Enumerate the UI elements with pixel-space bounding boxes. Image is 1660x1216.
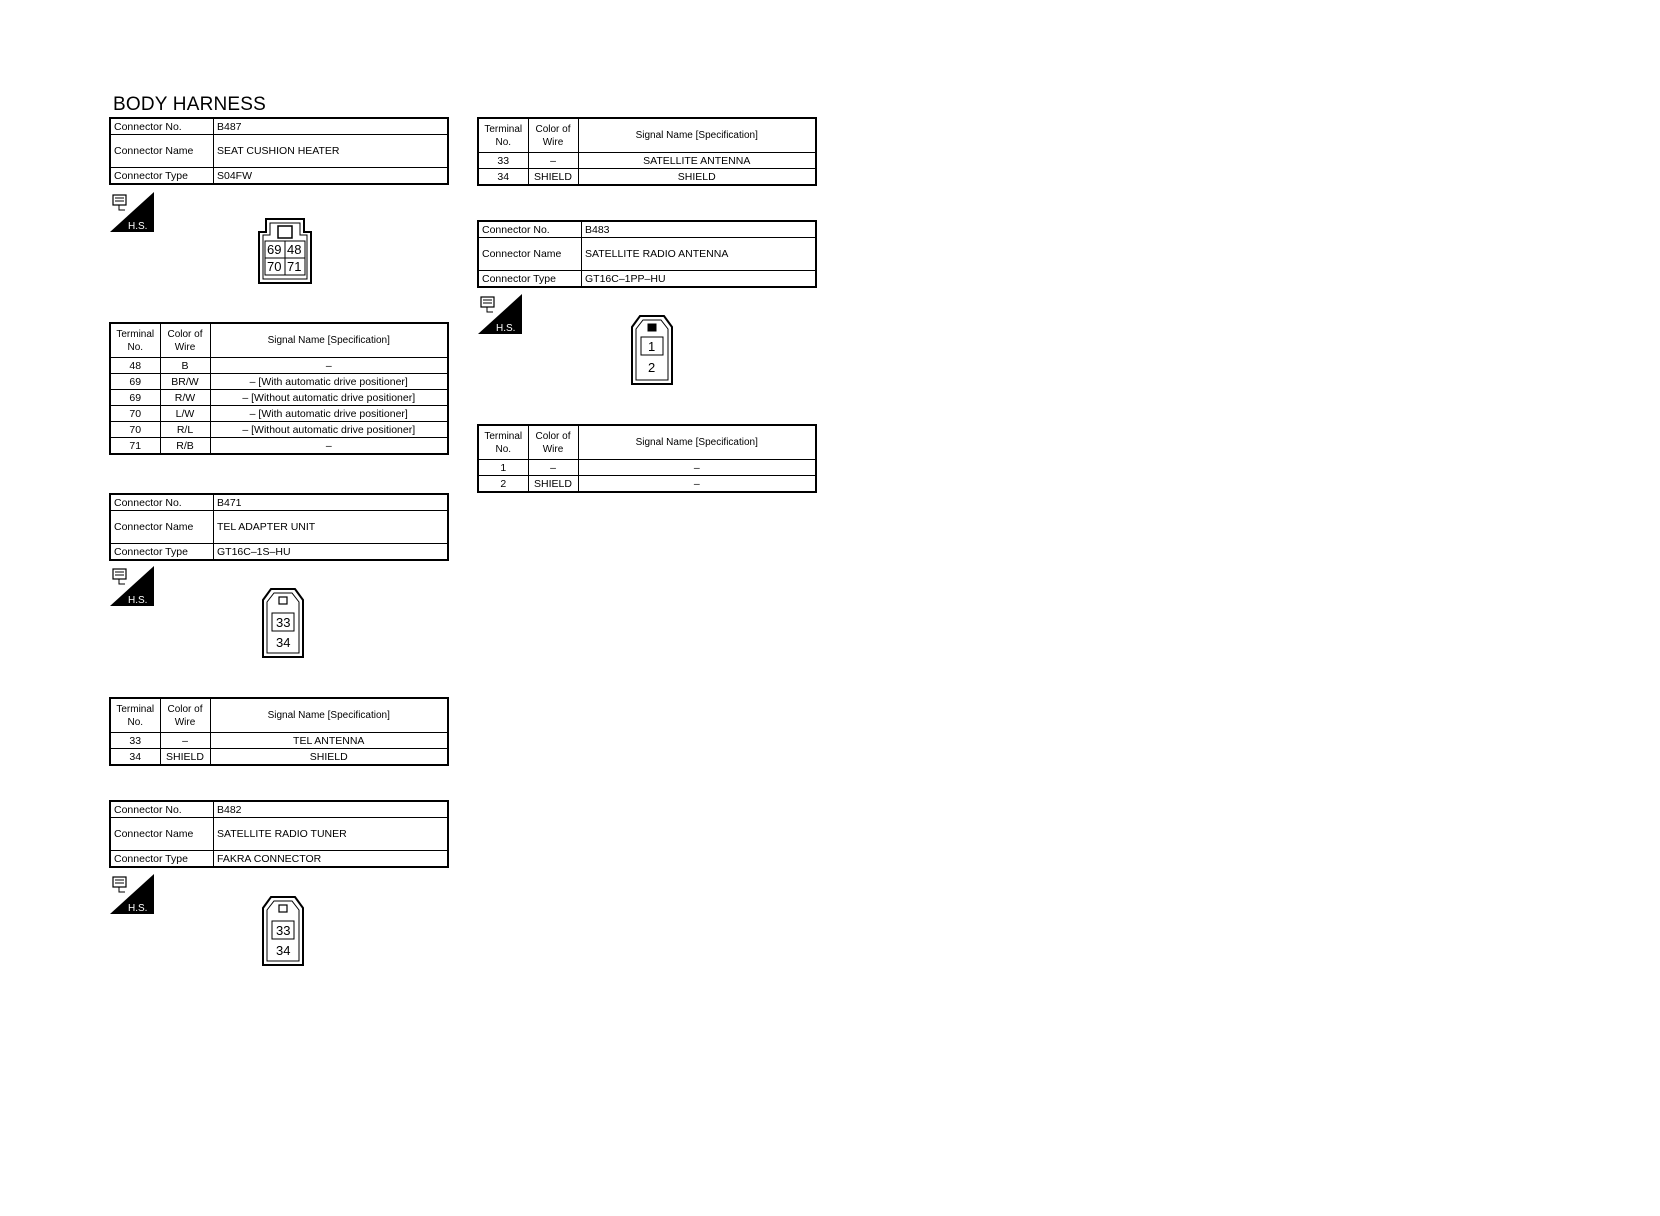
connector-info-b482 — [109, 800, 449, 868]
table-cell: 71 — [110, 438, 160, 455]
header-terminal-no: Terminal No. — [478, 425, 528, 460]
label-connector-no: Connector No. — [110, 494, 214, 511]
connector-no-value: B487 — [214, 118, 449, 135]
table-row — [110, 374, 448, 390]
connector-no-value: B483 — [582, 221, 817, 238]
connector-info-b471 — [109, 493, 449, 561]
table-row — [478, 153, 816, 169]
table-row — [110, 422, 448, 438]
table-cell: R/L — [160, 422, 210, 438]
table-cell: – [Without automatic drive positioner] — [210, 422, 448, 438]
table-cell: – — [210, 438, 448, 455]
table-cell: SHIELD — [160, 749, 210, 766]
table-row — [110, 390, 448, 406]
table-cell: SHIELD — [528, 476, 578, 493]
label-connector-type: Connector Type — [110, 851, 214, 868]
table-cell: SHIELD — [528, 169, 578, 186]
table-cell: – — [578, 476, 816, 493]
connector-info-b483 — [477, 220, 817, 288]
terminal-table-b482 — [477, 117, 817, 186]
header-signal-name: Signal Name [Specification] — [578, 425, 816, 460]
table-row — [110, 438, 448, 455]
label-connector-name: Connector Name — [110, 511, 214, 544]
table-cell: – — [528, 460, 578, 476]
connector-no-value: B471 — [214, 494, 449, 511]
harness-side-icon — [110, 192, 154, 232]
table-cell: – — [160, 733, 210, 749]
table-cell: 69 — [110, 374, 160, 390]
table-cell: SATELLITE ANTENNA — [578, 153, 816, 169]
header-color-of-wire: Color of Wire — [160, 323, 210, 358]
pin-label: 69 — [267, 242, 282, 257]
pin-label: 1 — [648, 339, 656, 354]
label-connector-no: Connector No. — [478, 221, 582, 238]
connector-name-value: SATELLITE RADIO TUNER — [214, 818, 449, 851]
table-cell: 69 — [110, 390, 160, 406]
connector-name-value: SATELLITE RADIO ANTENNA — [582, 238, 817, 271]
svg-text:H.S.: H.S. — [496, 323, 516, 334]
table-row — [110, 406, 448, 422]
connector-type-value: S04FW — [214, 168, 449, 185]
connector-type-value: FAKRA CONNECTOR — [214, 851, 449, 868]
svg-text:H.S.: H.S. — [128, 595, 148, 606]
pin-label: 48 — [287, 242, 302, 257]
header-color-of-wire: Color of Wire — [528, 118, 578, 153]
label-connector-name: Connector Name — [110, 818, 214, 851]
label-connector-no: Connector No. — [110, 118, 214, 135]
table-cell: 48 — [110, 358, 160, 374]
table-cell: – — [578, 460, 816, 476]
table-cell: 34 — [478, 169, 528, 186]
pin-label: 34 — [276, 943, 291, 958]
connector-face-b487 — [258, 218, 312, 289]
terminal-table-b471 — [109, 697, 449, 766]
connector-type-value: GT16C–1PP–HU — [582, 271, 817, 288]
label-connector-type: Connector Type — [478, 271, 582, 288]
table-cell: R/B — [160, 438, 210, 455]
pin-label: 33 — [276, 615, 291, 630]
pin-label: 33 — [276, 923, 291, 938]
table-cell: 34 — [110, 749, 160, 766]
table-cell: B — [160, 358, 210, 374]
connector-name-value: SEAT CUSHION HEATER — [214, 135, 449, 168]
table-row — [478, 169, 816, 186]
table-cell: R/W — [160, 390, 210, 406]
table-cell: – — [210, 358, 448, 374]
table-cell: SHIELD — [210, 749, 448, 766]
terminal-table-b483 — [477, 424, 817, 493]
label-connector-type: Connector Type — [110, 544, 214, 561]
connector-face-b471 — [262, 588, 304, 663]
header-color-of-wire: Color of Wire — [528, 425, 578, 460]
connector-no-value: B482 — [214, 801, 449, 818]
table-cell: TEL ANTENNA — [210, 733, 448, 749]
connector-info-b487 — [109, 117, 449, 185]
table-cell: – [With automatic drive positioner] — [210, 406, 448, 422]
connector-face-b483 — [631, 315, 673, 390]
table-row — [478, 476, 816, 493]
table-cell: 33 — [478, 153, 528, 169]
connector-name-value: TEL ADAPTER UNIT — [214, 511, 449, 544]
svg-text:H.S.: H.S. — [128, 221, 148, 232]
table-cell: 70 — [110, 406, 160, 422]
table-cell: 33 — [110, 733, 160, 749]
table-row — [110, 749, 448, 766]
pin-label: 2 — [648, 360, 656, 375]
table-cell: 2 — [478, 476, 528, 493]
svg-text:H.S.: H.S. — [128, 903, 148, 914]
header-terminal-no: Terminal No. — [478, 118, 528, 153]
table-row — [478, 460, 816, 476]
pin-label: 71 — [287, 259, 302, 274]
header-terminal-no: Terminal No. — [110, 698, 160, 733]
terminal-table-b487 — [109, 322, 449, 455]
label-connector-type: Connector Type — [110, 168, 214, 185]
header-signal-name: Signal Name [Specification] — [578, 118, 816, 153]
connector-type-value: GT16C–1S–HU — [214, 544, 449, 561]
header-terminal-no: Terminal No. — [110, 323, 160, 358]
label-connector-name: Connector Name — [110, 135, 214, 168]
header-signal-name: Signal Name [Specification] — [210, 698, 448, 733]
table-cell: – [With automatic drive positioner] — [210, 374, 448, 390]
table-cell: 1 — [478, 460, 528, 476]
harness-side-icon — [110, 874, 154, 914]
harness-side-icon — [478, 294, 522, 334]
harness-side-icon — [110, 566, 154, 606]
table-cell: L/W — [160, 406, 210, 422]
label-connector-no: Connector No. — [110, 801, 214, 818]
connector-face-b482 — [262, 896, 304, 971]
page-title: BODY HARNESS — [113, 94, 267, 115]
table-cell: BR/W — [160, 374, 210, 390]
table-row — [110, 733, 448, 749]
table-cell: – — [528, 153, 578, 169]
header-color-of-wire: Color of Wire — [160, 698, 210, 733]
pin-label: 34 — [276, 635, 291, 650]
table-cell: – [Without automatic drive positioner] — [210, 390, 448, 406]
pin-label: 70 — [267, 259, 282, 274]
table-cell: SHIELD — [578, 169, 816, 186]
label-connector-name: Connector Name — [478, 238, 582, 271]
table-cell: 70 — [110, 422, 160, 438]
table-row — [110, 358, 448, 374]
header-signal-name: Signal Name [Specification] — [210, 323, 448, 358]
